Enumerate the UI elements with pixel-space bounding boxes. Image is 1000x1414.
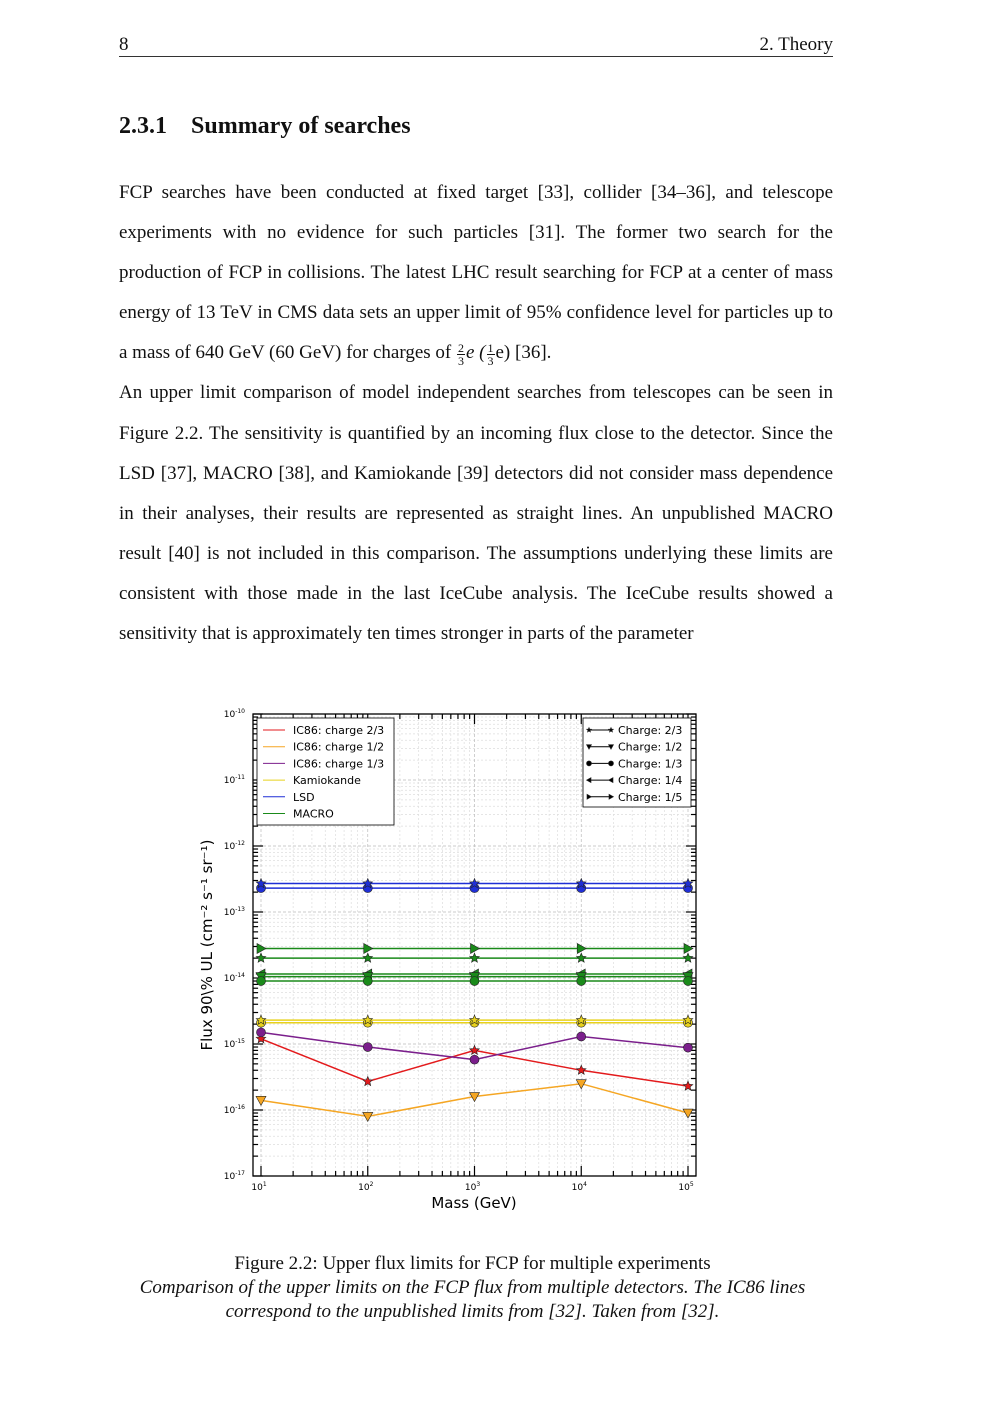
section-number: 2.3.1 xyxy=(119,113,167,139)
paragraph-1-end: e) [36]. xyxy=(495,342,552,364)
data-point xyxy=(684,1043,693,1052)
figure-flux-limits xyxy=(190,700,720,1220)
flux-limit-chart xyxy=(190,700,720,1220)
paragraph-2: An upper limit comparison of model independent searches from telescopes can be seen in Figure 2.2. The sensitivity is quantified by an incoming flux close to the detector. Since the LSD [37], MACRO [38], and Kamiokande [39] detectors did not consider mass dependence in their analyses, their results are represented as straight lines. An unpublished MACRO result [40] is not included in this comparison. The assumptions underlying these limits are consistent with those made in the last IceCube analysis. The IceCube results showed a sensitivity that is approximately ten times stronger in parts of the parameter xyxy=(119,382,833,645)
data-point xyxy=(683,1081,693,1090)
fraction-numerator: 1 xyxy=(487,340,494,355)
section-heading xyxy=(119,113,411,140)
y-tick-label: $10^{-16}$ xyxy=(223,1104,245,1116)
x-tick-label: $10^2$ xyxy=(358,1181,374,1193)
caption-title: Figure 2.2: Upper flux limits for FCP for multiple experiments xyxy=(234,1253,711,1274)
legend-label: IC86: charge 1/2 xyxy=(293,740,385,754)
fraction-one-third xyxy=(487,342,495,367)
y-tick-label: $10^{-12}$ xyxy=(223,840,245,852)
data-point xyxy=(257,977,266,986)
fraction-denominator: 3 xyxy=(457,353,464,368)
legend-charges xyxy=(583,718,691,807)
data-point xyxy=(577,1032,586,1041)
data-point xyxy=(577,977,586,986)
y-axis-label: Flux 90\% UL (cm⁻² s⁻¹ sr⁻¹) xyxy=(198,839,216,1051)
legend-label: MACRO xyxy=(293,807,334,821)
running-title: 2. Theory xyxy=(759,34,833,55)
x-tick-label: $10^1$ xyxy=(251,1181,267,1193)
legend-label: IC86: charge 1/3 xyxy=(293,757,385,771)
y-tick-label: $10^{-11}$ xyxy=(223,774,245,786)
x-axis-label: Mass (GeV) xyxy=(431,1194,517,1212)
fraction-two-thirds xyxy=(457,342,465,367)
legend-label: Charge: 1/4 xyxy=(618,774,683,788)
data-point xyxy=(257,1028,266,1037)
legend-label: Charge: 1/3 xyxy=(618,757,683,771)
data-point xyxy=(363,1043,372,1052)
legend-experiments xyxy=(257,718,394,825)
y-tick-label: $10^{-15}$ xyxy=(223,1038,245,1050)
paragraph-1-mid: e ( xyxy=(465,342,486,364)
data-point xyxy=(257,943,266,953)
paragraph-1-text: FCP searches have been conducted at fixed target [33], collider [34–36], and telescope experiments with no evidence for such particles [31]. The former two search for the production of FCP in collisions. The latest LHC result searching for FCP at a center of mass energy of 13 TeV in CMS data sets an upper limit of 95% confidence level for particles up to a mass of 640 GeV (60 GeV) for charges of xyxy=(119,182,833,364)
data-point xyxy=(577,943,586,953)
y-tick-label: $10^{-17}$ xyxy=(223,1170,245,1182)
fraction-denominator: 3 xyxy=(487,353,494,368)
data-point xyxy=(471,943,480,953)
legend-label: Charge: 2/3 xyxy=(618,724,683,737)
data-point xyxy=(470,1055,479,1064)
caption-description: Comparison of the upper limits on the FCP flux from multiple detectors. The IC86 lines correspond to the unpublished limits from [32]. Taken from [32]. xyxy=(139,1277,806,1322)
legend-label: LSD xyxy=(293,790,315,804)
legend-label: Kamiokande xyxy=(293,774,361,788)
data-point xyxy=(363,977,372,986)
data-point xyxy=(609,761,614,766)
y-tick-label: $10^{-14}$ xyxy=(223,972,245,984)
data-point xyxy=(684,977,693,986)
fraction-numerator: 2 xyxy=(457,340,464,355)
legend-label: Charge: 1/5 xyxy=(618,790,683,804)
data-point xyxy=(684,943,693,953)
legend-label: IC86: charge 2/3 xyxy=(293,724,385,737)
body-text xyxy=(119,173,833,654)
data-point xyxy=(470,977,479,986)
section-title: Summary of searches xyxy=(191,113,411,139)
data-point xyxy=(587,761,592,766)
x-tick-label: $10^3$ xyxy=(464,1181,481,1193)
y-tick-label: $10^{-13}$ xyxy=(223,906,245,918)
data-point xyxy=(577,1065,587,1074)
data-point xyxy=(363,1112,373,1121)
x-tick-label: $10^5$ xyxy=(678,1181,694,1193)
y-tick-label: $10^{-10}$ xyxy=(223,708,245,720)
page-number: 8 xyxy=(119,34,129,55)
page-header xyxy=(119,32,833,57)
x-tick-label: $10^4$ xyxy=(571,1181,587,1193)
legend-label: Charge: 1/2 xyxy=(618,740,683,754)
series-macro-1-5 xyxy=(257,943,693,953)
paragraph-1 xyxy=(119,173,833,373)
data-point xyxy=(364,943,373,953)
figure-caption xyxy=(100,1252,845,1324)
